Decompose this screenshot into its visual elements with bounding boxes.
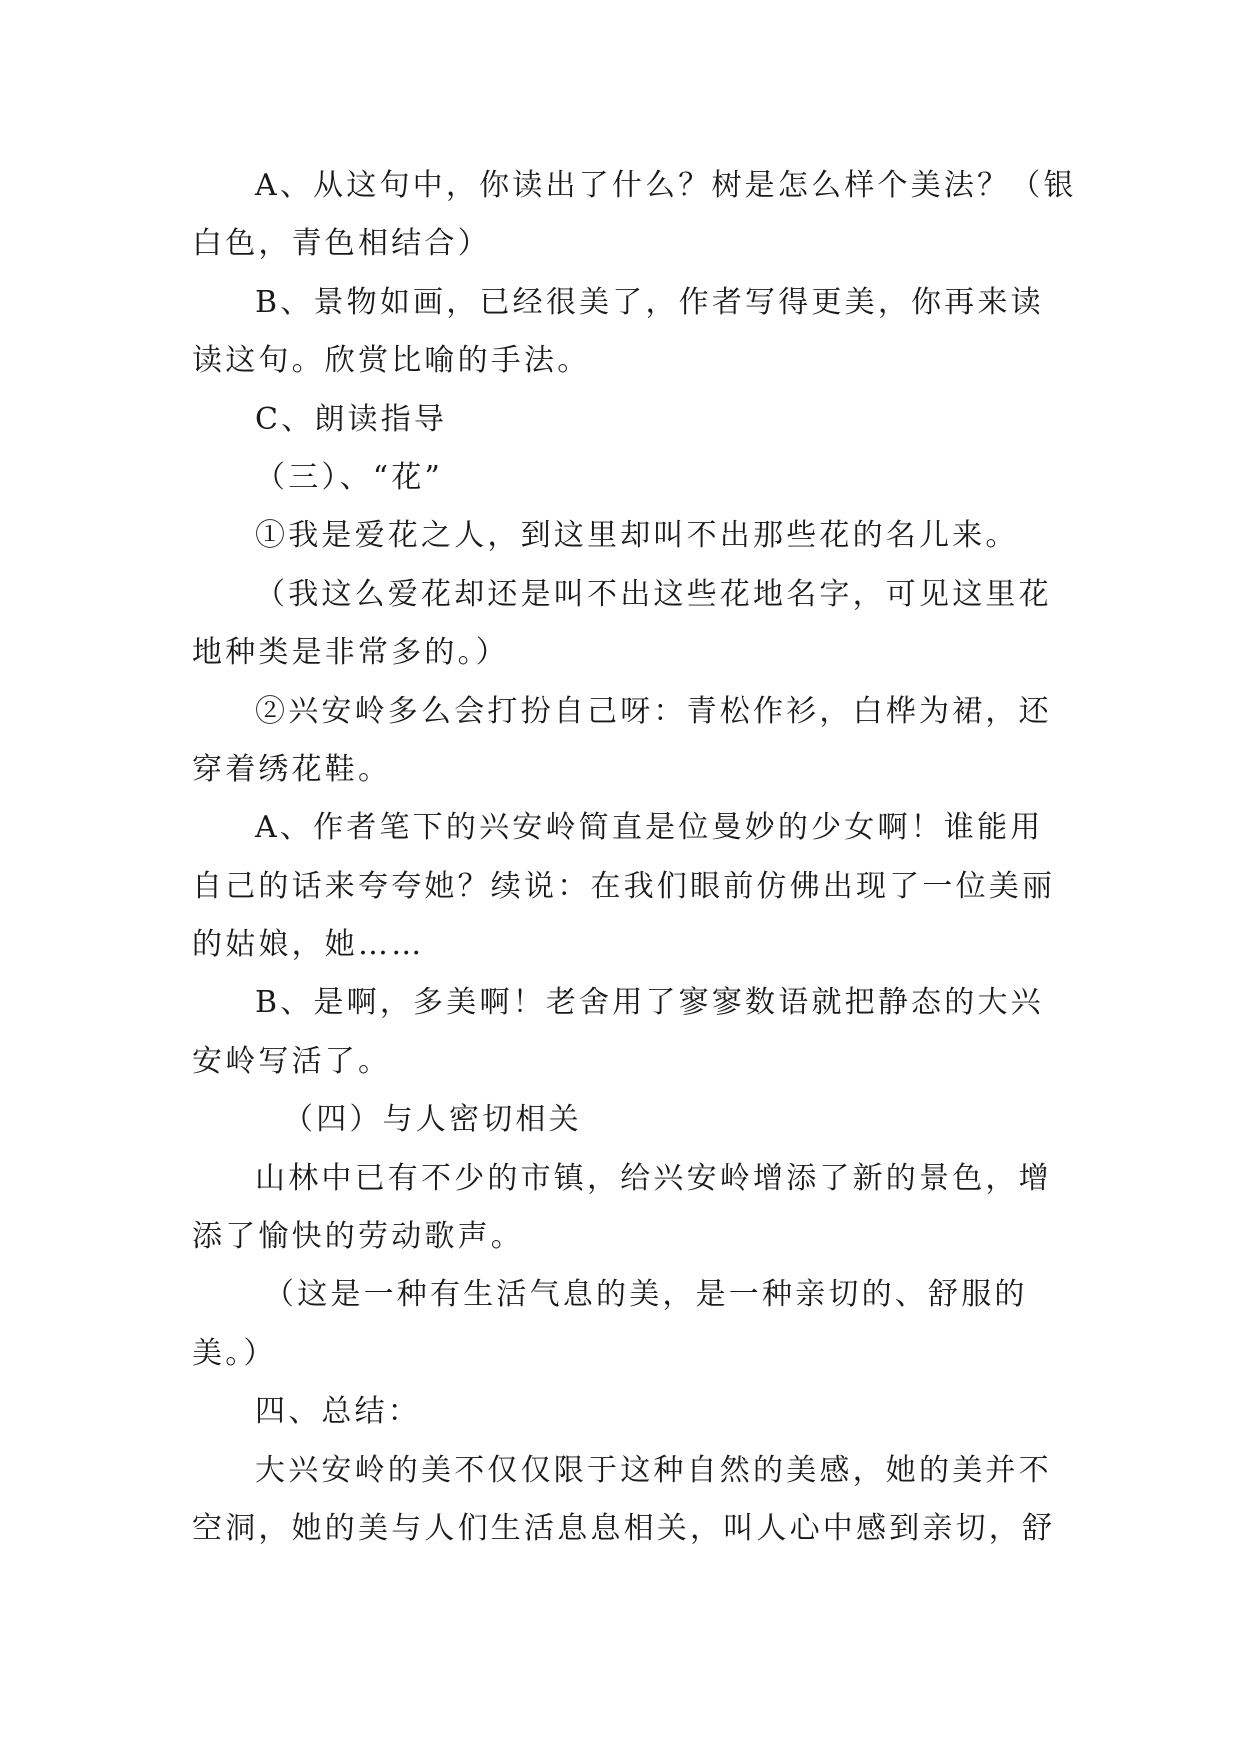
paragraph-line: 安岭写活了。 (192, 1043, 392, 1079)
section-heading: （四）与人密切相关 (283, 1102, 582, 1138)
paragraph-line: 穿着绣花鞋。 (192, 751, 392, 787)
paragraph-line: C、朗读指导 (255, 401, 448, 437)
document-body (192, 157, 1077, 1558)
section-heading: （三）、“花” (255, 459, 444, 495)
paragraph-line: 自己的话来夸夸她？续说：在我们眼前仿佛出现了一位美丽 (192, 868, 1056, 904)
paragraph-line: （我这么爱花却还是叫不出这些花地名字，可见这里花 (255, 576, 1052, 612)
paragraph-line: 的姑娘，她…… (192, 927, 425, 963)
paragraph-line: 空洞，她的美与人们生活息息相关，叫人心中感到亲切，舒 (192, 1510, 1056, 1546)
paragraph-line: 美。） (192, 1335, 277, 1371)
paragraph-line: ②兴安岭多么会打扮自己呀：青松作衫，白桦为裙，还 (255, 693, 1052, 729)
paragraph-line: 添了愉快的劳动歌声。 (192, 1219, 524, 1255)
paragraph-line: 地种类是非常多的。） (192, 635, 509, 671)
paragraph-line: B、是啊，多美啊！老舍用了寥寥数语就把静态的大兴 (255, 985, 1044, 1021)
section-heading: 四、总结： (255, 1394, 421, 1430)
paragraph-line: ①我是爱花之人，到这里却叫不出那些花的名儿来。 (255, 518, 1019, 554)
paragraph-line: B、景物如画，已经很美了，作者写得更美，你再来读 (255, 284, 1044, 320)
paragraph-line: 白色，青色相结合） (192, 226, 491, 262)
paragraph-line: 读这句。欣赏比喻的手法。 (192, 343, 591, 379)
paragraph-line: 大兴安岭的美不仅仅限于这种自然的美感，她的美并不 (255, 1452, 1052, 1488)
paragraph-line: 山林中已有不少的市镇，给兴安岭增添了新的景色，增 (255, 1160, 1052, 1196)
paragraph-line: （这是一种有生活气息的美，是一种亲切的、舒服的 (264, 1277, 1028, 1313)
paragraph-line: A、从这句中，你读出了什么？树是怎么样个美法？（银 (255, 168, 1077, 203)
paragraph-line: A、作者笔下的兴安岭简直是位曼妙的少女啊！谁能用 (255, 810, 1044, 846)
